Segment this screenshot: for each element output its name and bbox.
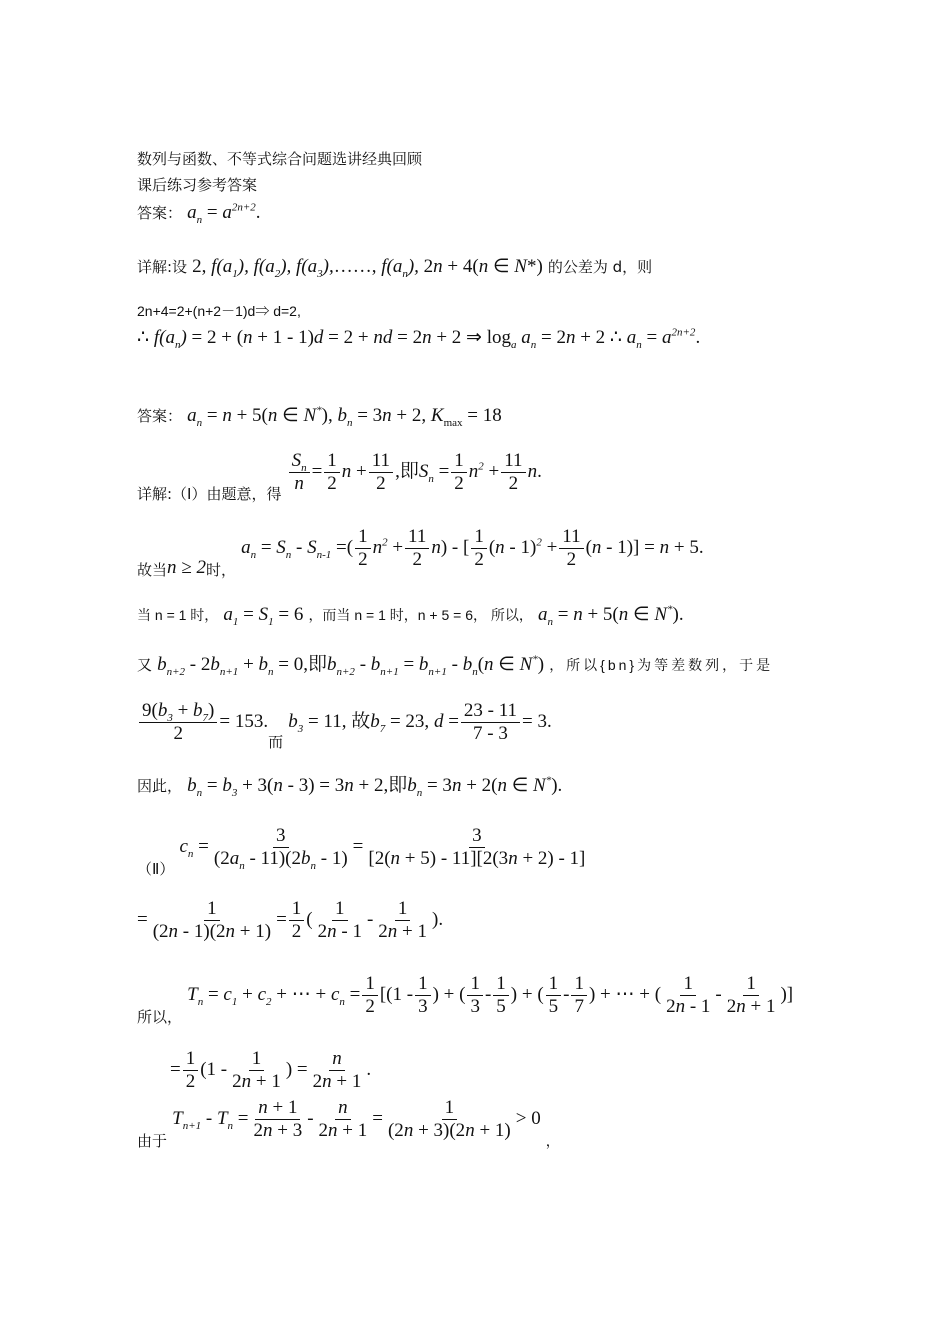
detail-line-3: ∴ $f(a_n) = 2 + (n + 1 - 1)d = 2$ + nd = 2n + 2 ⇒ $\log_a a_n = 2n + 2$ ∴ $a_n = a^{2n+2}$. — [137, 326, 701, 351]
detail-label: 详解:设 — [137, 258, 188, 276]
sequence-formula: 2, $f(a_1)$, $f(a_2)$, $f(a_3),\dots\dots$, $f(a_n)$, 2n + 4(n ∈ N*) — [192, 256, 543, 280]
detail-1 — [137, 256, 653, 280]
bn-result — [137, 774, 563, 799]
answer-1 — [137, 201, 261, 226]
cn-formula: $c_n$ = $\frac{3}{(2a_n - 11)(2b_n - 1)}$ = $\frac{3}{[2(n + 5) - 11][2(3n + 2) - 1]}$ — [179, 825, 586, 872]
detail-an — [137, 526, 704, 579]
n1-label: 当 n = 1 时， — [137, 607, 219, 623]
diff-formula: $T_{n+1} - T_n$ = $\frac{n + 1}{2n + 3}$ - $\frac{n}{2n + 1}$ = $\frac{1}{(2n + 3)(2n + 1)}$ > 0 — [172, 1097, 541, 1141]
therefore-label: 因此， — [137, 777, 183, 795]
since-label: 由于 — [137, 1131, 168, 1150]
detail-line-2: 2n+4=2+(n+2－1)d⇒ d=2, — [137, 303, 301, 319]
case-suffix: 时， — [205, 560, 236, 579]
an-result: $a_n = n + 5(n$ ∈ N*). — [538, 603, 684, 628]
case-label: 故当 — [137, 560, 168, 579]
an-formula: $a_n = S_n - S_{n-1}$ =( $\frac{1}{2}$ $n^2$ + $\frac{11}{2}$ n) - [ $\frac{1}{2}$ (n - 1)$^2$ + $\frac{11}{2}$ (n - 1)] = n + 5. — [241, 526, 704, 570]
tn-sum — [137, 973, 794, 1026]
tn-formula: $T_n = c_1 + c_2$ + ⋯ + $c_n$ = $\frac{1}{2}$ [(1 - $\frac{1}{3}$ ) + ( $\frac{1}{3}$ - $\frac{1}{5}$ ) + ( $\frac{1}{5}$ - $\frac{1}{7}$ ) + ⋯ + ( $\frac{1}{2n - 1}$ - $\frac{1}{2n + 1}$ )] — [187, 973, 794, 1017]
document-subtitle: 课后练习参考答案 — [137, 176, 258, 194]
d-formula: $b_3 = 11$, 故$b_7 = 23$, d = $\frac{23 - 11}{7 - 3}$ = 3. — [288, 700, 552, 744]
b3-calc — [137, 700, 552, 751]
so-label: 所以， — [137, 1007, 183, 1026]
cn-def — [137, 825, 590, 878]
a1-formula: $a_1 = S_1 = 6$ — [223, 604, 304, 628]
er-label: 而 — [268, 732, 284, 751]
comma: ， — [545, 1132, 560, 1149]
detail-tail: 的公差为 d，则 — [547, 258, 653, 276]
answer-formula: $a_n = n + 5(n$ ∈ N*), $b_n = 3n + 2$, $K_{max} = 18$ — [187, 404, 502, 429]
case-condition: n ≥ 2 — [167, 556, 206, 578]
answer-2 — [137, 404, 502, 429]
sn-formula: $\frac{S_n}{n}$ = $\frac{1}{2}$ n + $\frac{11}{2}$ ,即$S_n$ = $\frac{1}{2}$ $n^2$ + $\frac{11}{2}$ n. — [287, 461, 542, 482]
n1-mid: ，而当 n = 1 时，n + 5 = 6， 所以， — [308, 607, 533, 623]
answer-formula: $a_n = a^{2n+2}$. — [187, 201, 261, 226]
bn-formula: $b_n = b_3 + 3(n - 3) = 3n + 2$,即$b_n = 3n + 2(n$ ∈ N*). — [187, 774, 563, 799]
answer-label: 答案： — [137, 204, 183, 222]
answer-label: 答案： — [137, 407, 183, 425]
cn-split: = $\frac{1}{(2n - 1)(2n + 1)}$ = $\frac{1}{2}$ ( $\frac{1}{2n - 1}$ - $\frac{1}{2n + 1}$ ). — [137, 898, 444, 942]
also-tail: ，所以{bn}为等差数列，于是 — [549, 657, 774, 673]
bn-recurrence — [137, 653, 774, 678]
also-label: 又 — [137, 656, 153, 674]
detail-2 — [137, 450, 542, 503]
bn-formula: $b_{n+2} - 2b_{n+1} + b_n = 0$,即$b_{n+2} - b_{n+1} = b_{n+1} - b_n(n$ ∈ N*) — [157, 653, 545, 678]
tn-diff — [137, 1097, 560, 1150]
detail-label: 详解:（Ⅰ）由题意，得 — [137, 484, 282, 503]
tn-result: = $\frac{1}{2}$ (1 - $\frac{1}{2n + 1}$ ) = $\frac{n}{2n + 1}$ . — [170, 1048, 372, 1092]
n1-line — [137, 603, 684, 628]
sum-formula: $\frac{9(b_3 + b_7)}{2}$ = 153. — [137, 711, 268, 732]
document-title: 数列与函数、不等式综合问题选讲经典回顾 — [137, 150, 423, 168]
part2-label: （Ⅱ） — [137, 859, 175, 878]
